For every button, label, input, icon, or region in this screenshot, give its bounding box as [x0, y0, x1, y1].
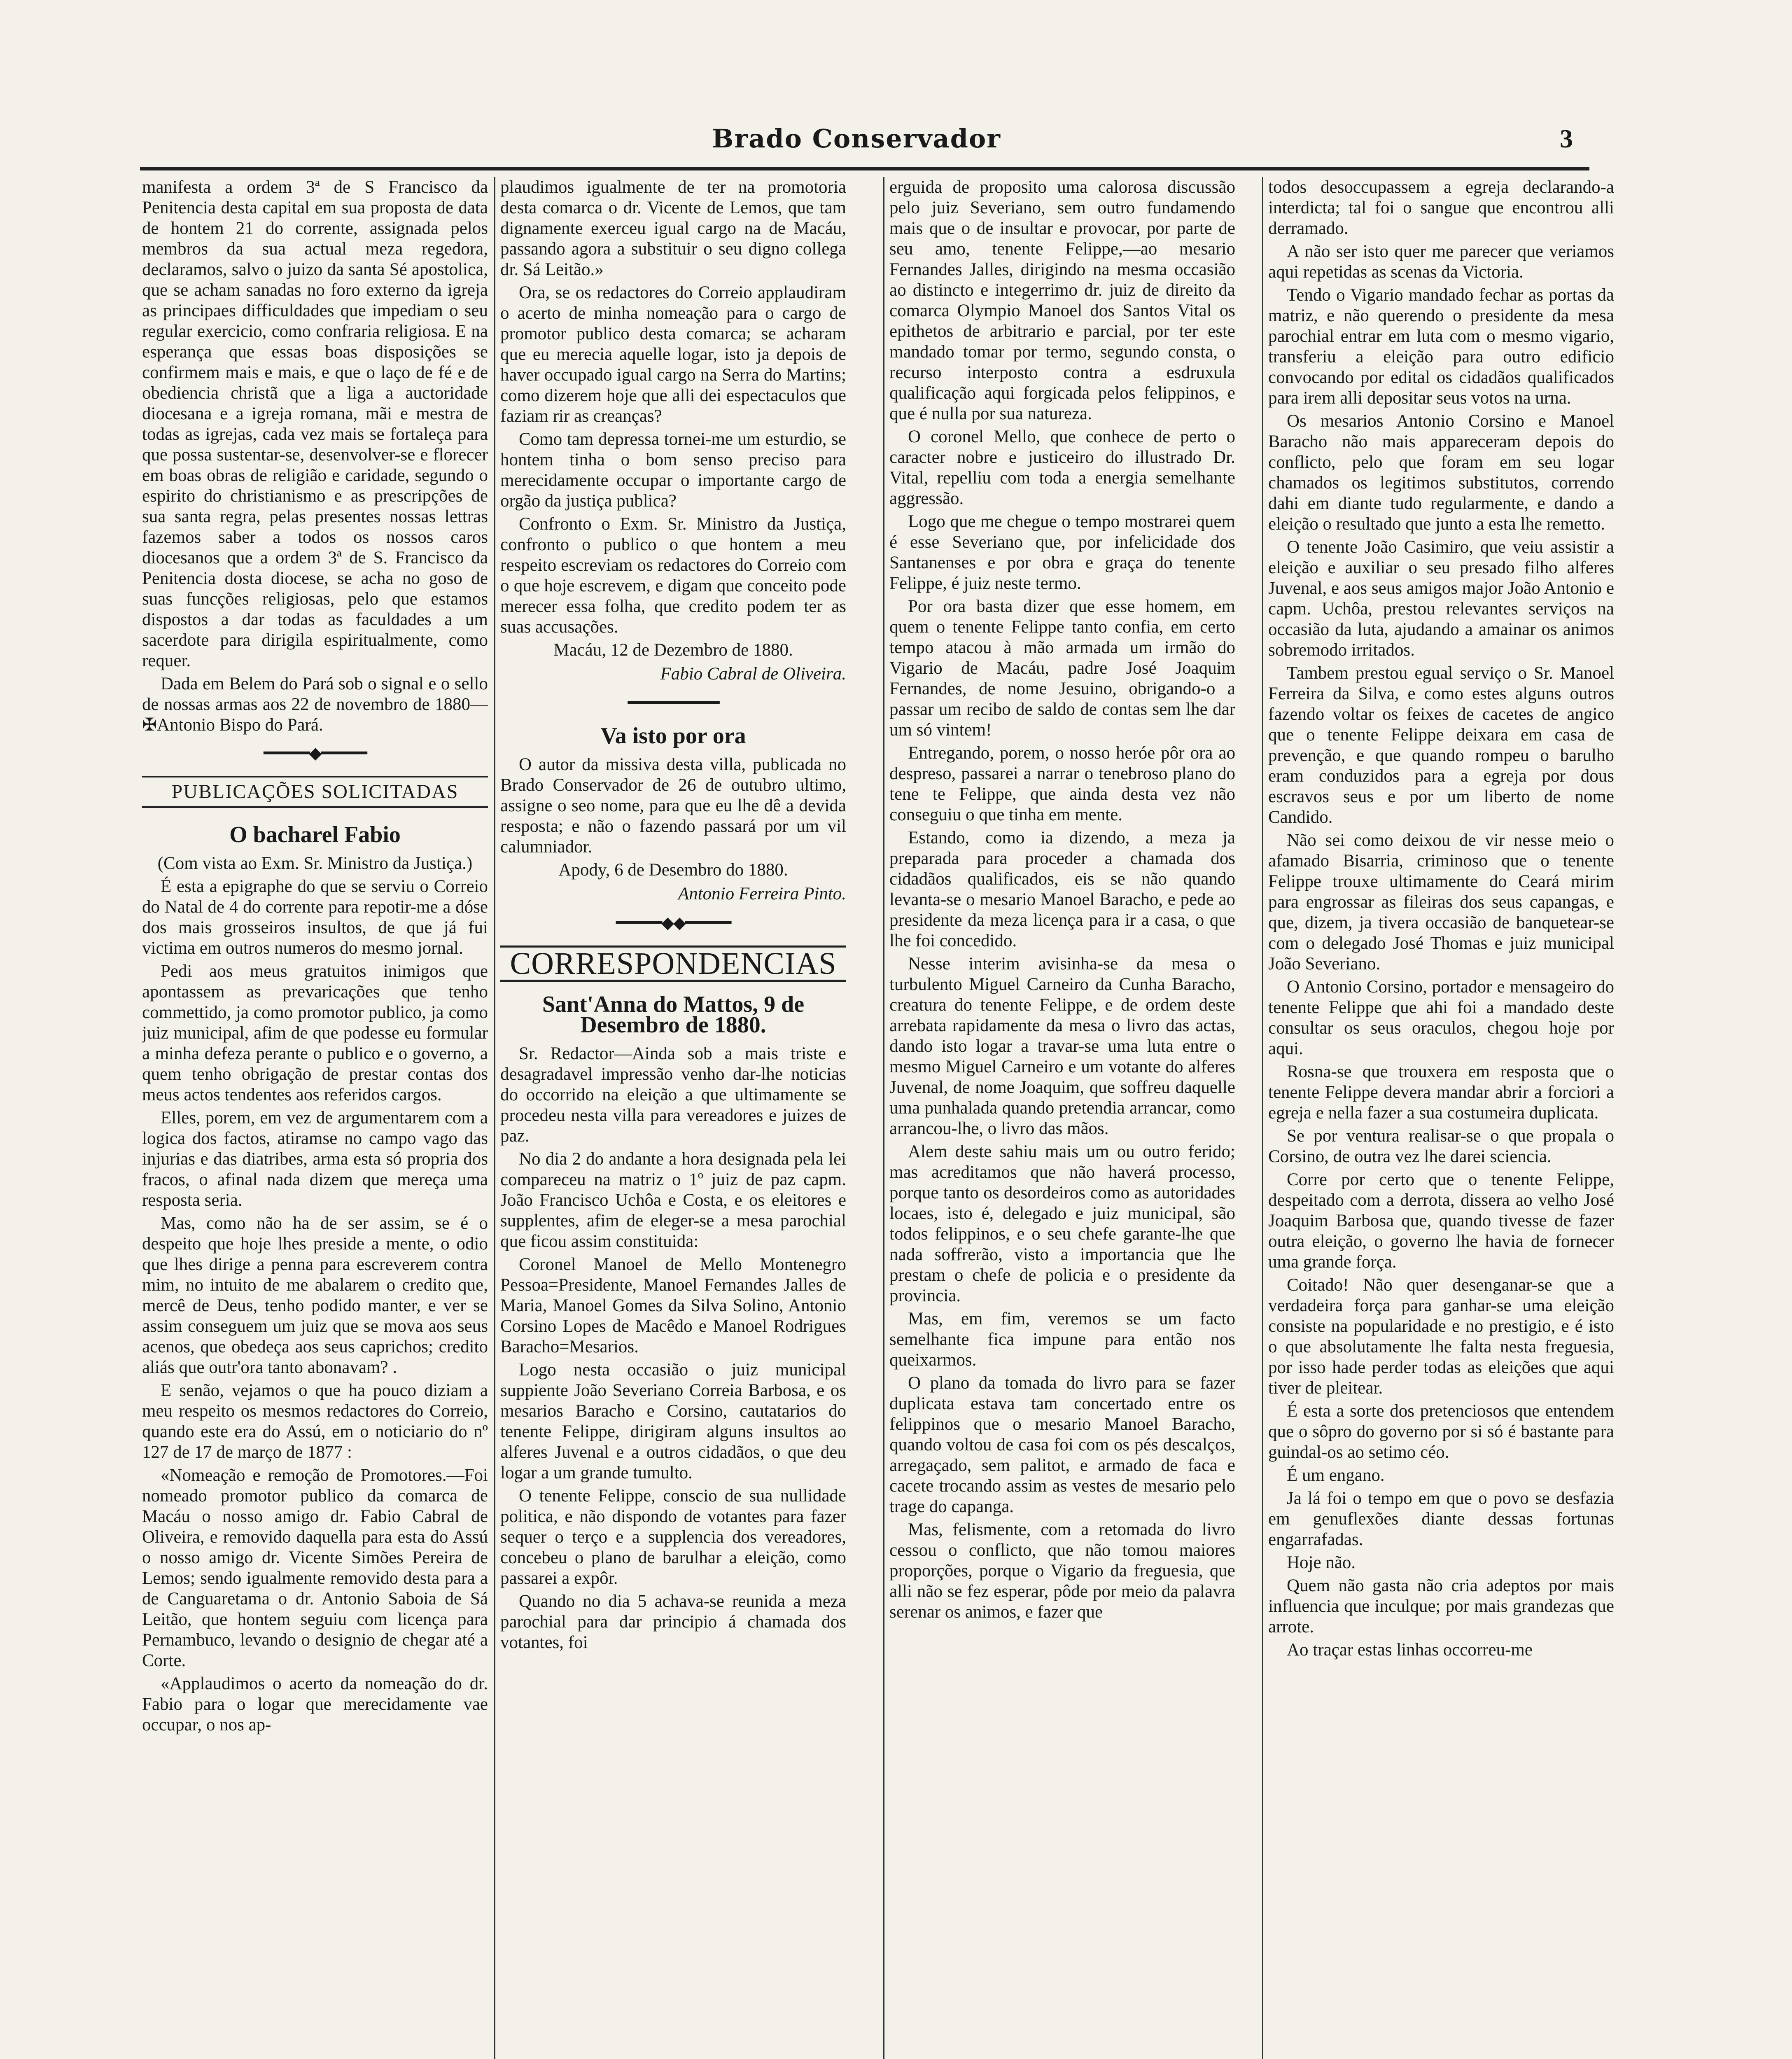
paragraph: Por ora basta dizer que esse homem, em quem o tenente Felippe tanto confia, em certo tempo atacou à mão armada um irmão do Vigario de Macáu, padre José Joaquim Fernandes, de nome Jesuino, obrigando-o a passar um recibo de saldo de contas sem lhe dar um só vintem!	[889, 597, 1235, 740]
paragraph: Elles, porem, em vez de argumentarem com a logica dos factos, atiramse no campo vago das injurias e das diatribes, arma esta só propria dos fracos, o afinal nada dizem que mereça uma resposta seria.	[142, 1108, 488, 1210]
paragraph: Nesse interim avisinha-se da mesa o turbulento Miguel Carneiro da Cunha Baracho, creatura do tenente Felippe, e de ordem deste arrebata rapidamente da mesa o livro das actas, dando isto logar a travar-se uma luta entre o mesmo Miguel Carneiro e um votante do alferes Juvenal, de nome Joaquim, que soffreu daquelle uma punhalada quando pretendia arrancar, como arrancou-lhe, o livro das mãos.	[889, 954, 1235, 1138]
article-title: Va isto por ora	[600, 723, 746, 749]
paragraph: Ao traçar estas linhas occorreu-me	[1287, 1640, 1533, 1660]
paragraph: Hoje não.	[1287, 1553, 1356, 1572]
dateline: Macáu, 12 de Dezembro de 1880.	[553, 640, 793, 660]
paragraph: «Applaudimos o acerto da nomeação do dr. Fabio para o logar que merecidamente vae occupar, o nos ap-	[142, 1674, 488, 1735]
page-header	[140, 124, 1573, 169]
column-1	[142, 177, 488, 2059]
column-3	[889, 177, 1235, 2059]
paragraph: Rosna-se que trouxera em resposta que o tenente Felippe devera mandar abrir a forciori a egreja e nella fazer a sua costumeira duplicata.	[1268, 1062, 1614, 1123]
article-title: Sant'Anna do Mattos, 9 de Desembro de 1880.	[542, 992, 805, 1038]
paragraph: Mas, como não ha de ser assim, se é o despeito que hoje lhes preside a mente, o odio que lhes dirige a penna para escreverem contra mim, no intuito de me abalarem o credito que, mercê de Deus, tenho podido manter, e ver se assim conseguem um juiz que se mova aos seus acenos, que obedeça aos seus caprichos; credito aliás que outr'ora tanto abonavam? .	[142, 1214, 488, 1377]
paragraph: No dia 2 do andante a hora designada pela lei compareceu na matriz o 1º juiz de paz capm. João Francisco Uchôa e Costa, e os eleitores e supplentes, afim de eleger-se a mesa parochial que ficou assim constituida:	[500, 1149, 846, 1251]
paragraph: Tendo o Vigario mandado fechar as portas da matriz, e não querendo o presidente da mesa parochial entrar em luta com o mesmo vigario, transferiu a eleição para outro edificio convocando por edital os cidadãos qualificados para irem alli depositar seus votos na urna.	[1268, 285, 1614, 408]
paragraph: «Nomeação e remoção de Promotores.—Foi nomeado promotor publico da comarca de Macáu o nosso amigo dr. Fabio Cabral de Oliveira, e removido daquella para esta do Assú o nosso amigo dr. Vicente Simões Pereira de Lemos; sendo igualmente removido desta para a de Canguaretama o dr. Antonio Saboia de Sá Leitão, que hontem seguiu com licença para Pernambuco, levando o designio de chegar até a Corte.	[142, 1466, 488, 1670]
paragraph: Confronto o Exm. Sr. Ministro da Justiça, confronto o publico o que hontem a meu respeito escreviam os redactores do Correio com o que hoje escrevem, e digam que conceito pode merecer essa folha, que credito podem ter as suas accusações.	[500, 514, 846, 637]
ornament-divider: ━━━━━◆◆━━━━━	[616, 913, 731, 932]
paragraph: Quem não gasta não cria adeptos por mais influencia que inculque; por mais grandezas que arrote.	[1268, 1576, 1614, 1636]
paragraph: Pedi aos meus gratuitos inimigos que apontassem as prevaricações que tenho commettido, ja como promotor publico, ja como juiz municipal, afim de que podesse eu formular a minha defeza perante o publico e o governo, a quem tenho obrigação de prestar contas dos meus actos tendentes aos referidos cargos.	[142, 962, 488, 1104]
paragraph: Os mesarios Antonio Corsino e Manoel Baracho não mais appareceram depois do conflicto, pelo que foram em seu logar chamados os legitimos substitutos, correndo dahi em diante tudo regularmente, e dando a eleição o resultado que junto a esta lhe remetto.	[1268, 411, 1614, 534]
article-subtitle: (Com vista ao Exm. Sr. Ministro da Justiça.)	[157, 854, 473, 873]
header-rule	[140, 167, 1589, 170]
page-number: 3	[1560, 124, 1573, 153]
paragraph: Sr. Redactor—Ainda sob a mais triste e desagradavel impressão venho dar-lhe noticias do occorrido na eleição a que ultimamente se procedeu nesta villa para vereadores e juizes de paz.	[500, 1044, 846, 1146]
paragraph: O autor da missiva desta villa, publicada no Brado Conservador de 26 de outubro ultimo, assigne o seo nome, para que eu lhe dê a devida resposta; e não o fazendo passará por um vil calumniador.	[500, 755, 846, 857]
paragraph: Logo nesta occasião o juiz municipal suppiente João Severiano Correia Barbosa, e os mesarios Baracho e Corsino, cautatarios do tenente Felippe, dirigiram alguns insultos ao alferes Juvenal e a outros cidadãos, o que deu logar a um grande tumulto.	[500, 1360, 846, 1482]
paragraph: Quando no dia 5 achava-se reunida a meza parochial para dar principio á chamada dos votantes, foi	[500, 1592, 846, 1652]
paragraph: Estando, como ia dizendo, a meza ja preparada para proceder a chamada dos cidadãos qualificados, eis se não quando levanta-se o mesario Manoel Baracho, e pede ao presidente da meza licença para ir a casa, o que lhe foi concedido.	[889, 828, 1235, 950]
paragraph: Como tam depressa tornei-me um esturdio, se hontem tinha o bom senso preciso para merecidamente occupar o importante cargo de orgão da justiça publica?	[500, 430, 846, 511]
signature: Fabio Cabral de Oliveira.	[660, 664, 846, 684]
section-header: CORRESPONDENCIAS	[500, 945, 846, 982]
paragraph: Corre por certo que o tenente Felippe, despeitado com a derrota, dissera ao velho José Joaquim Barbosa que, quando tivesse de fazer outra eleição, o governo lhe havia de fornecer uma grande força.	[1268, 1170, 1614, 1272]
paragraph: E senão, vejamos o que ha pouco diziam a meu respeito os mesmos redactores do Correio, quando este era do Assú, em o noticiario do nº 127 de 17 de março de 1877 :	[142, 1381, 488, 1462]
paragraph: Alem deste sahiu mais um ou outro ferido; mas acreditamos que não haverá processo, porque tanto os desordeiros como as autoridades locaes, isto é, delegado e juiz municipal, são todos felippinos, e o seu chefe garante-lhe que nada soffrerão, visto a importancia que lhe prestam o chefe de policia e o presidente da provincia.	[889, 1142, 1235, 1305]
paragraph: Mas, em fim, veremos se um facto semelhante fica impune para então nos queixarmos.	[889, 1309, 1235, 1370]
paragraph: O Antonio Corsino, portador e mensageiro do tenente Felippe que ahi foi a mandado deste consultar os seus oraculos, chegou hoje por aqui.	[1268, 977, 1614, 1058]
ornament-divider: ━━━━━━━━━━	[628, 693, 719, 712]
paragraph: Dada em Belem do Pará sob o signal e o sello de nossas armas aos 22 de novembro de 1880—✠Antonio Bispo do Pará.	[142, 674, 488, 735]
paragraph: Entregando, porem, o nosso heróe pôr ora ao despreso, passarei a narrar o tenebroso plano do tene te Felippe, que ainda desta vez não conseguiu o que tinha em mente.	[889, 743, 1235, 824]
dateline: Apody, 6 de Desembro do 1880.	[558, 860, 788, 880]
section-header: PUBLICAÇÕES SOLICITADAS	[142, 776, 488, 808]
article-title: O bacharel Fabio	[229, 822, 401, 847]
paragraph: Não sei como deixou de vir nesse meio o afamado Bisarria, criminoso que o tenente Felippe trouxe ultimamente do Ceará mirim para engrossar as fileiras dos seus capangas, e que, dizem, ja tivera occasião de banquetear-se com o delegado José Thomas e juiz municipal João Severiano.	[1268, 831, 1614, 973]
paragraph: Logo que me chegue o tempo mostrarei quem é esse Severiano que, por infelicidade dos Santanenses e por obra e graça do tenente Felippe, é juiz neste termo.	[889, 512, 1235, 593]
paragraph: erguida de proposito uma calorosa discussão pelo juiz Severiano, sem outro fundamendo mais que o de insultar e provocar, por parte de seu amo, tenente Felippe,—ao mesario Fernandes Jalles, dirigindo na mesma occasião ao distincto e integerrimo dr. juiz de direito da comarca Olympio Manoel dos Santos Vital os epithetos de arbitrario e parcial, por ter este mandado tomar por termo, segundo consta, o recurso interposto contra a esdruxula qualificação aqui forgicada pelos felippinos, e que é nulla por sua natureza.	[889, 177, 1235, 423]
newspaper-title: Brado Conservador	[712, 124, 1001, 154]
paragraph: É um engano.	[1287, 1466, 1385, 1485]
column-divider	[494, 177, 495, 2059]
paragraph: É esta a sorte dos pretenciosos que entendem que o sôpro do governo por si só é bastante para guindal-os ao setimo céo.	[1268, 1401, 1614, 1462]
paragraph: Se por ventura realisar-se o que propala o Corsino, de outra vez lhe darei sciencia.	[1268, 1126, 1614, 1166]
paragraph: Mas, felismente, com a retomada do livro cessou o conflicto, que não tomou maiores proporções, porque o Vigario da freguesia, que alli não se fez esperar, pôde por meio da palavra serenar os animos, e fazer que	[889, 1520, 1235, 1622]
paragraph: O plano da tomada do livro para se fazer duplicata estava tam concertado entre os felippinos que o mesario Manoel Baracho, quando voltou de casa foi com os pés descalços, arregaçado, sem palitot, e armado de faca e cacete trocando assim as vestes de mesario pelo trage do capanga.	[889, 1373, 1235, 1516]
column-divider	[1262, 177, 1263, 2059]
column-4	[1268, 177, 1614, 2059]
paragraph: Coronel Manoel de Mello Montenegro Pessoa=Presidente, Manoel Fernandes Jalles de Maria, Manoel Gomes da Silva Solino, Antonio Corsino Lopes de Macêdo e Manoel Rodrigues Baracho=Mesarios.	[500, 1255, 846, 1356]
signature: Antonio Ferreira Pinto.	[678, 884, 846, 903]
column-divider	[883, 177, 884, 2059]
paragraph: Ora, se os redactores do Correio applaudiram o acerto de minha nomeação para o cargo de promotor publico desta comarca; se acharam que eu merecia aquelle logar, isto ja depois de haver occupado igual cargo na Serra do Martins; como dizerem hoje que alli dei espectaculos que faziam rir as creanças?	[500, 283, 846, 426]
ornament-divider: ━━━━━◆━━━━━	[264, 744, 366, 762]
paragraph: Coitado! Não quer desenganar-se que a verdadeira força para ganhar-se uma eleição consiste na popularidade e no prestigio, e é isto o que absolutamente lhe falta nesta freguesia, por isso hade perder todas as eleições que aqui tiver de pleitear.	[1268, 1275, 1614, 1398]
paragraph: O coronel Mello, que conhece de perto o caracter nobre e justiceiro do illustrado Dr. Vital, repelliu com toda a energia semelhante aggressão.	[889, 427, 1235, 508]
paragraph: A não ser isto quer me parecer que veriamos aqui repetidas as scenas da Victoria.	[1268, 242, 1614, 282]
column-2	[500, 177, 846, 2059]
paragraph: manifesta a ordem 3ª de S Francisco da Penitencia desta capital em sua proposta de data de hontem 21 do corrente, assignada pelos membros da sua actual meza regedora, declaramos, salvo o juizo da santa Sé apostolica, que se acham sanadas no foro externo da igreja as principaes difficuldades que impediam o seu regular exercicio, como confraria religiosa. E na esperança que essas boas disposições se confirmem mais e mais, e que o laço de fé e de obediencia christã que a liga a auctoridade diocesana e a igreja romana, mãi e mestra de todas as igrejas, cada vez mais se fortaleça para que possa sustentar-se, desenvolver-se e florecer em boas obras de religião e caridade, segundo o espirito do christianismo e as prescripções de sua santa regra, pelas presentes nossas lettras fazemos saber a todos os nossos caros diocesanos que a ordem 3ª de S. Francisco da Penitencia dosta diocese, se acha no goso de suas funcções religiosas, pelo que estamos dispostos a dar todas as faculdades a um sacerdote para dirigila espiritualmente, como requer.	[142, 177, 488, 670]
paragraph: todos desoccupassem a egreja declarando-a interdicta; tal foi o sangue que encontrou alli derramado.	[1268, 177, 1614, 238]
paragraph: É esta a epigraphe do que se serviu o Correio do Natal de 4 do corrente para repotir-me a dóse dos mais grosseiros insultos, de que já fui victima em outros numeros do mesmo jornal.	[142, 877, 488, 958]
paragraph: Ja lá foi o tempo em que o povo se desfazia em genuflexões diante dessas fortunas engarrafadas.	[1268, 1489, 1614, 1549]
paragraph: O tenente Felippe, conscio de sua nullidade politica, e não dispondo de votantes para fazer sequer o terço e a supplencia dos vereadores, concebeu o plano de barulhar a eleição, como passarei a expôr.	[500, 1486, 846, 1588]
paragraph: plaudimos igualmente de ter na promotoria desta comarca o dr. Vicente de Lemos, que tam dignamente exerceu igual cargo na de Macáu, passando agora a substituir o seu digno collega dr. Sá Leitão.»	[500, 177, 846, 279]
paragraph: Tambem prestou egual serviço o Sr. Manoel Ferreira da Silva, e como estes alguns outros fazendo voltar os feixes de cacetes de angico que o tenente Felippe deixara em casa de prevenção, e que quando rompeu o barulho eram conduzidos para a egreja por dous escravos seus e por um liberto de nome Candido.	[1268, 663, 1614, 827]
paragraph: O tenente João Casimiro, que veiu assistir a eleição e auxiliar o seu presado filho alferes Juvenal, e aos seus amigos major João Antonio e capm. Uchôa, prestou relevantes serviços na occasião da luta, ajudando a amainar os animos sobremodo irritados.	[1268, 537, 1614, 660]
